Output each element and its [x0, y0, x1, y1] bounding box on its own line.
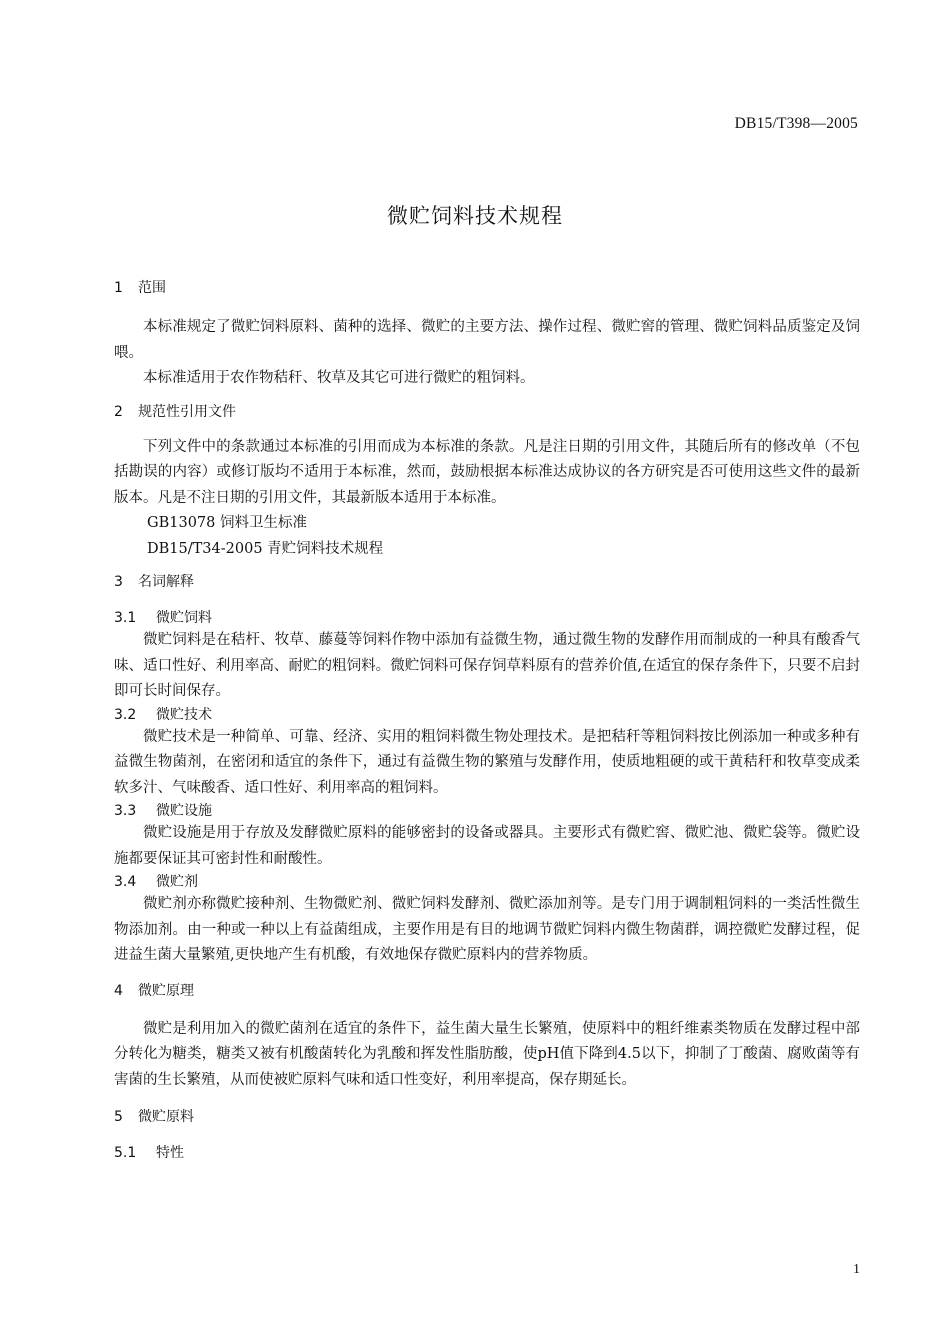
page-number: 1 [853, 1262, 860, 1277]
document-body [114, 278, 860, 1163]
page-title: 微贮饲料技术规程 [387, 204, 563, 228]
paragraph: 下列文件中的条款通过本标准的引用而成为本标准的条款。凡是注日期的引用文件，其随后所有的修改单（不包括勘误的内容）或修订版均不适用于本标准，然而，鼓励根据本标准达成协议的各方研究是否可使用这些文件的最新版本。凡是不注日期的引用文件，其最新版本适用于本标准。 [114, 438, 860, 506]
paragraph: 微贮设施是用于存放及发酵微贮原料的能够密封的设备或器具。主要形式有微贮窖、微贮池、微贮袋等。微贮设施都要保证其可密封性和耐酸性。 [114, 825, 860, 867]
reference-item: GB13078 饲料卫生标准 [147, 515, 307, 531]
document-code: DB15/T398—2005 [734, 115, 858, 132]
section-heading: 1 范围 [114, 280, 166, 296]
reference-item: DB15/T34-2005 青贮饲料技术规程 [147, 540, 384, 557]
subsection-heading: 3.4 微贮剂 [114, 874, 198, 890]
section-heading: 2 规范性引用文件 [114, 403, 236, 420]
subsection-heading: 3.3 微贮设施 [114, 803, 212, 819]
section-heading: 4 微贮原理 [114, 982, 194, 999]
subsection-heading: 3.1 微贮饲料 [114, 610, 212, 626]
paragraph: 微贮剂亦称微贮接种剂、生物微贮剂、微贮饲料发酵剂、微贮添加剂等。是专门用于调制粗饲料的一类活性微生物添加剂。由一种或一种以上有益菌组成，主要作用是有目的地调节微贮饲料内微生物菌群，调控微贮发酵过程，促进益生菌大量繁殖,更快地产生有机酸，有效地保存微贮原料内的营养物质。 [114, 896, 860, 963]
paragraph: 微贮技术是一种简单、可靠、经济、实用的粗饲料微生物处理技术。是把秸秆等粗饲料按比例添加一种或多种有益微生物菌剂，在密闭和适宜的条件下，通过有益微生物的繁殖与发酵作用，使质地粗硬的或干黄秸秆和牧草变成柔软多汁、气味酸香、适口性好、利用率高的粗饲料。 [114, 728, 860, 796]
subsection-heading: 3.2 微贮技术 [114, 706, 212, 723]
paragraph: 微贮是利用加入的微贮菌剂在适宜的条件下，益生菌大量生长繁殖，使原料中的粗纤维素类物质在发酵过程中部分转化为糖类，糖类又被有机酸菌转化为乳酸和挥发性脂肪酸，使pH值下降到4.5以下，抑制了丁酸菌、腐败菌等有害菌的生长繁殖，从而使被贮原料气味和适口性变好，利用率提高，保存期延长。 [114, 1020, 860, 1088]
subsection-heading: 5.1 特性 [114, 1145, 184, 1161]
section-heading: 3 名词解释 [114, 574, 194, 590]
paragraph: 微贮饲料是在秸杆、牧草、藤蔓等饲料作物中添加有益微生物，通过微生物的发酵作用而制成的一种具有酸香气味、适口性好、利用率高、耐贮的粗饲料。微贮饲料可保存饲草料原有的营养价值,在适宜的保存条件下，只要不启封即可长时间保存。 [114, 632, 860, 699]
section-heading: 5 微贮原料 [114, 1109, 194, 1125]
paragraph: 本标准规定了微贮饲料原料、菌种的选择、微贮的主要方法、操作过程、微贮窖的管理、微贮饲料品质鉴定及饲喂。 [114, 319, 860, 361]
paragraph: 本标准适用于农作物秸秆、牧草及其它可进行微贮的粗饲料。 [143, 370, 535, 386]
